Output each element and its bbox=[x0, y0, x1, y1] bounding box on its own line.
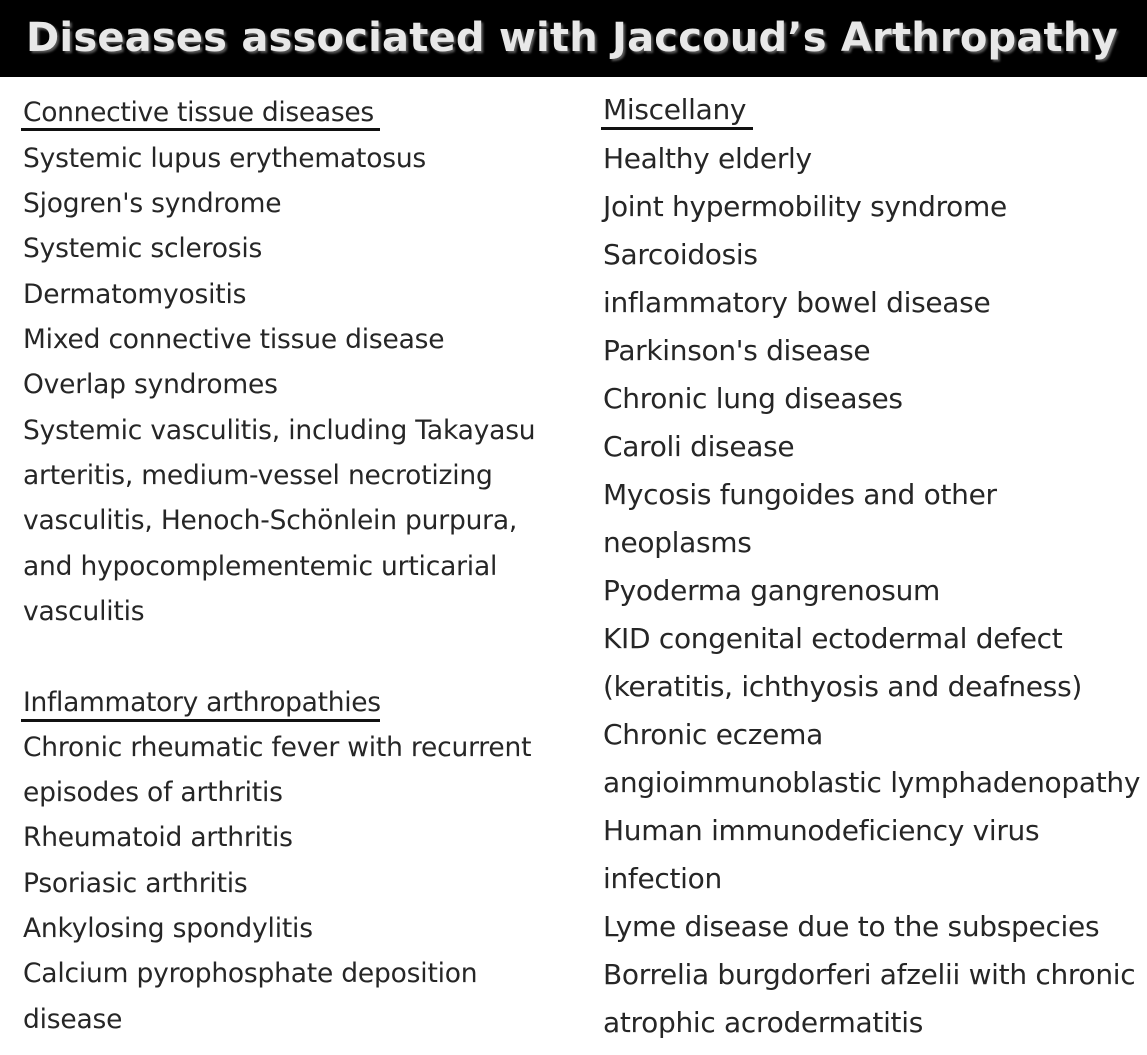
list-item: Mixed connective tissue disease bbox=[23, 324, 445, 355]
list-item: vasculitis bbox=[23, 596, 145, 627]
list-item: Psoriasic arthritis bbox=[23, 868, 248, 899]
title-bar bbox=[0, 0, 1147, 77]
list-item: Sjogren's syndrome bbox=[23, 188, 282, 219]
list-item: Chronic eczema bbox=[603, 718, 823, 751]
heading-underline bbox=[21, 128, 380, 131]
list-item: Lyme disease due to the subspecies bbox=[603, 910, 1100, 943]
list-item: Systemic lupus erythematosus bbox=[23, 143, 427, 174]
list-item: disease bbox=[23, 1004, 123, 1035]
list-item: Caroli disease bbox=[603, 430, 795, 463]
list-item: atrophic acrodermatitis bbox=[603, 1006, 923, 1039]
list-item: Overlap syndromes bbox=[23, 369, 278, 400]
list-item: Sarcoidosis bbox=[603, 238, 758, 271]
section-heading-inflammatory: Inflammatory arthropathies bbox=[23, 687, 381, 718]
list-item: Pyoderma gangrenosum bbox=[603, 574, 941, 607]
list-item: Calcium pyrophosphate deposition bbox=[23, 958, 478, 989]
list-item: arteritis, medium-vessel necrotizing bbox=[23, 460, 493, 491]
list-item: Healthy elderly bbox=[603, 142, 812, 175]
list-item: vasculitis, Henoch-Schönlein purpura, bbox=[23, 505, 518, 536]
list-item: (keratitis, ichthyosis and deafness) bbox=[603, 670, 1083, 703]
list-item: Chronic rheumatic fever with recurrent bbox=[23, 732, 532, 763]
list-item: Borrelia burgdorferi afzelii with chronic bbox=[603, 958, 1136, 991]
list-item: and hypocomplementemic urticarial bbox=[23, 551, 498, 582]
list-item: episodes of arthritis bbox=[23, 777, 283, 808]
list-item: Chronic lung diseases bbox=[603, 382, 903, 415]
list-item: Rheumatoid arthritis bbox=[23, 822, 293, 853]
list-item: Joint hypermobility syndrome bbox=[603, 190, 1007, 223]
section-heading-connective-tissue: Connective tissue diseases bbox=[23, 97, 374, 128]
list-item: Ankylosing spondylitis bbox=[23, 913, 313, 944]
section-heading-miscellany: Miscellany bbox=[603, 93, 747, 126]
list-item: Systemic vasculitis, including Takayasu bbox=[23, 415, 536, 446]
heading-underline bbox=[601, 127, 753, 130]
page-title: Diseases associated with Jaccoud’s Arthropathy bbox=[26, 15, 1118, 61]
list-item: KID congenital ectodermal defect bbox=[603, 622, 1063, 655]
list-item: Dermatomyositis bbox=[23, 279, 247, 310]
list-item: angioimmunoblastic lymphadenopathy bbox=[603, 766, 1141, 799]
list-item: Mycosis fungoides and other bbox=[603, 478, 997, 511]
list-item: Parkinson's disease bbox=[603, 334, 871, 367]
list-item: Human immunodeficiency virus bbox=[603, 814, 1040, 847]
list-item: infection bbox=[603, 862, 722, 895]
list-item: inflammatory bowel disease bbox=[603, 286, 991, 319]
list-item: neoplasms bbox=[603, 526, 752, 559]
heading-underline bbox=[21, 719, 380, 722]
list-item: Systemic sclerosis bbox=[23, 233, 263, 264]
